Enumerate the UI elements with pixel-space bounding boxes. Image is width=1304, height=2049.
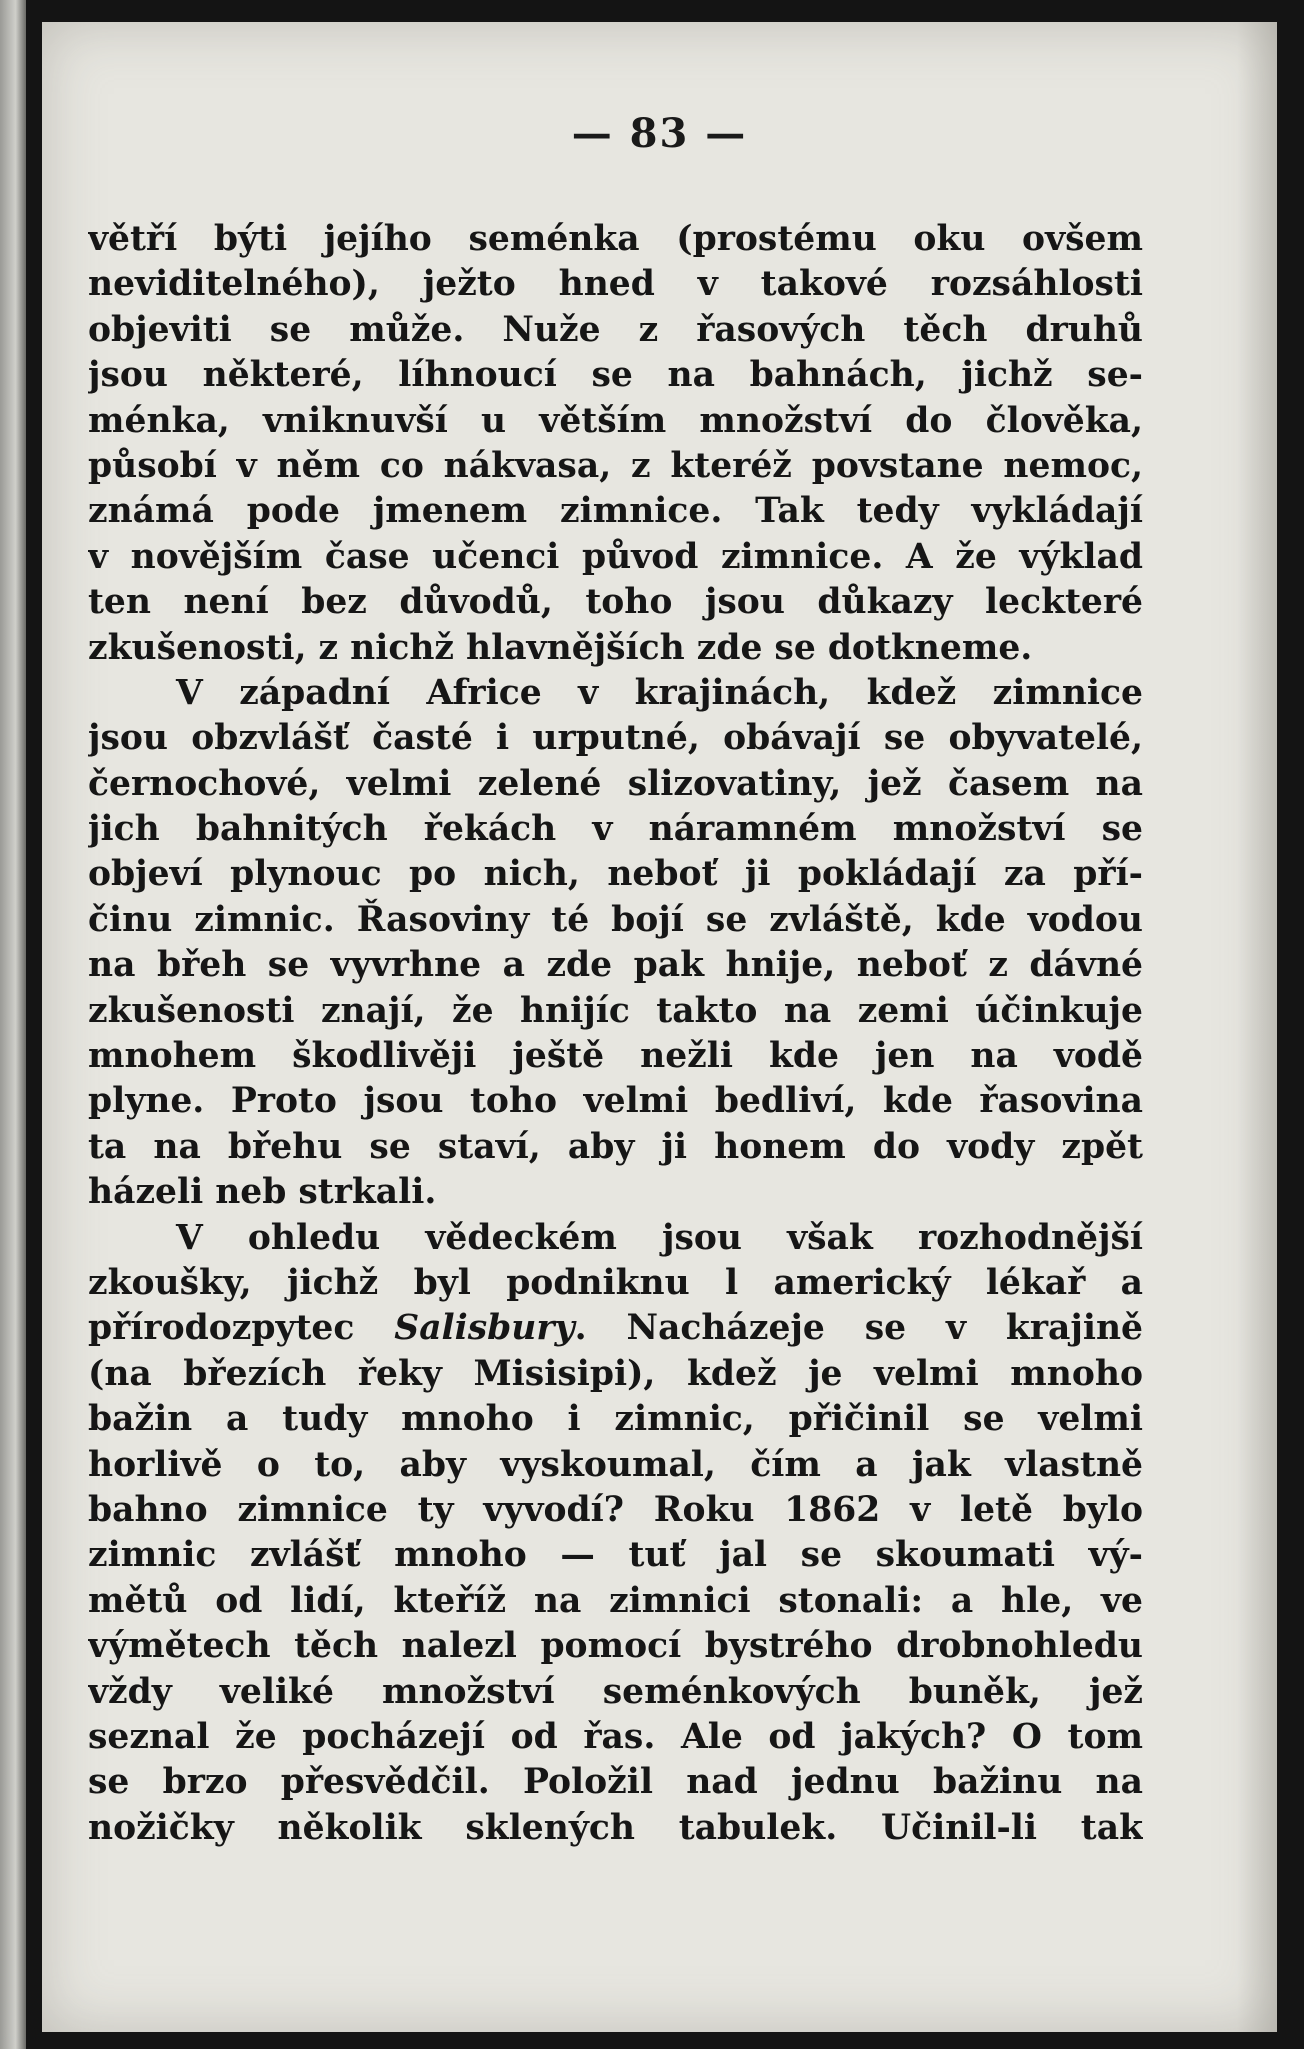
text-line: (na březích řeky Misisipi), kdež je velmi mnoho xyxy=(88,1353,1143,1394)
text-line: mnohem škodlivěji ještě nežli kde jen na vodě xyxy=(88,1036,1143,1077)
text-line: se brzo přesvědčil. Položil nad jednu bažinu na xyxy=(88,1762,1143,1803)
text-line: seznal že pocházejí od řas. Ale od jakých? O tom xyxy=(88,1716,1143,1757)
text-line: zkoušky, jichž byl podniknu l americký lékař a xyxy=(88,1262,1143,1303)
text-line: V ohledu vědeckém jsou však rozhodnější xyxy=(176,1217,1143,1258)
text-line: plyne. Proto jsou toho velmi bedliví, kde řasovina xyxy=(88,1081,1143,1122)
text-line: působí v něm co nákvasa, z kteréž povstane nemoc, xyxy=(88,445,1143,486)
text-line: házeli neb strkali. xyxy=(88,1172,437,1213)
text-line: objeví plynouc po nich, neboť ji pokládají za pří- xyxy=(88,854,1143,895)
text-line: zkušenosti, z nichž hlavnějších zde se dotkneme. xyxy=(88,627,1033,668)
text-line: na břeh se vyvrhne a zde pak hnije, neboť z dávné xyxy=(88,945,1143,986)
italic-name: Salisbury xyxy=(394,1308,575,1349)
page-number: — 83 — xyxy=(571,110,748,157)
text-line: zkušenosti znají, že hnijíc takto na zemi účinkuje xyxy=(88,990,1143,1031)
text-line: černochové, velmi zelené slizovatiny, jež časem na xyxy=(88,763,1143,804)
text-line: vždy veliké množství seménkových buněk, jež xyxy=(88,1671,1143,1712)
text-line: horlivě o to, aby vyskoumal, čím a jak vlastně xyxy=(88,1444,1143,1485)
text-line: přírodozpytec Salisbury. Nacházeje se v krajině xyxy=(88,1308,1143,1349)
text-line: bahno zimnice ty vyvodí? Roku 1862 v letě bylo xyxy=(88,1489,1143,1530)
body-text xyxy=(88,217,1143,1851)
text-line: výmětech těch nalezl pomocí bystrého drobnohledu xyxy=(88,1626,1143,1667)
text-line: známá pode jmenem zimnice. Tak tedy vykládají xyxy=(88,491,1143,532)
text-line: V západní Africe v krajinách, kdež zimnice xyxy=(176,672,1143,713)
text-line: mětů od lidí, kteříž na zimnici stonali: a hle, ve xyxy=(88,1580,1143,1621)
text-line: objeviti se může. Nuže z řasových těch druhů xyxy=(88,309,1143,350)
text-line: v novějším čase učenci původ zimnice. A že výklad xyxy=(88,536,1143,577)
page-edge-shadow xyxy=(1237,22,1277,2032)
text-line: ten není bez důvodů, toho jsou důkazy leckteré xyxy=(88,582,1143,623)
text-line: jsou některé, líhnoucí se na bahnách, jichž se- xyxy=(88,355,1143,396)
text-line: větří býti jejího seménka (prostému oku ovšem xyxy=(88,219,1143,259)
text-line: zimnic zvlášť mnoho — tuť jal se skoumati vý- xyxy=(88,1535,1143,1576)
text-line: ménka, vniknuvší u větším množství do člověka, xyxy=(88,400,1143,441)
text-line: činu zimnic. Řasoviny té bojí se zvláště, kde vodou xyxy=(88,899,1143,940)
text-line: bažin a tudy mnoho i zimnic, přičinil se velmi xyxy=(88,1399,1143,1440)
text-line: jich bahnitých řekách v náramném množství se xyxy=(88,809,1143,850)
text-line: nožičky několik sklených tabulek. Učinil-li tak xyxy=(88,1807,1143,1848)
text-line: neviditelného), ježto hned v takové rozsáhlosti xyxy=(88,264,1143,305)
book-page xyxy=(42,22,1277,2032)
adjacent-page-edge xyxy=(0,0,26,2049)
text-line: jsou obzvlášť časté i urputné, obávají se obyvatelé, xyxy=(88,718,1143,759)
text-line: ta na břehu se staví, aby ji honem do vody zpět xyxy=(88,1126,1143,1167)
